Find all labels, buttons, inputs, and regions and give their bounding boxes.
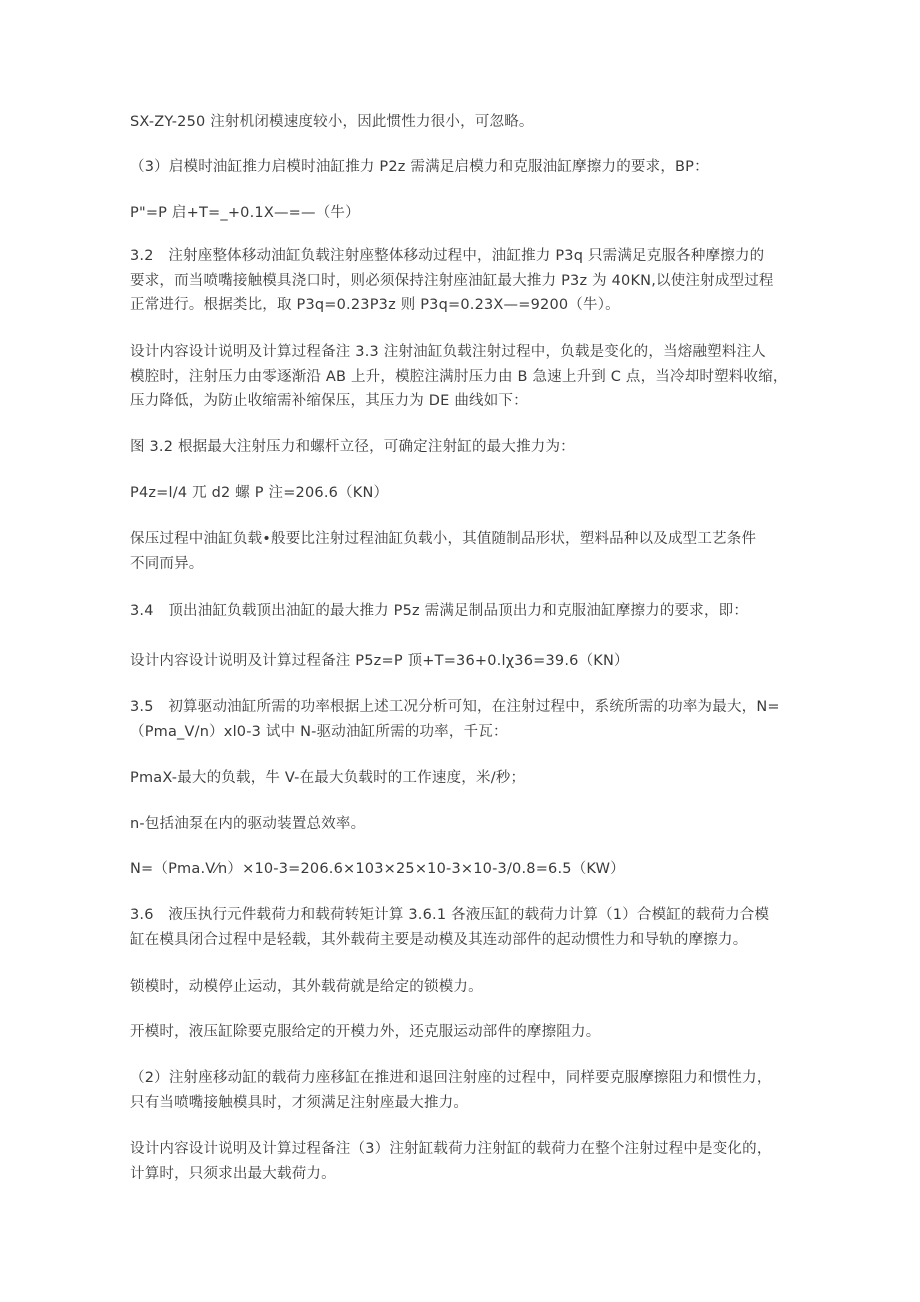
text-line: 正常进行。根据类比，取 P3q=0.23P3z 则 P3q=0.23X—=9200（牛）。 bbox=[130, 297, 620, 313]
paragraph bbox=[130, 812, 794, 837]
paragraph bbox=[130, 1137, 794, 1186]
paragraph bbox=[130, 1020, 794, 1045]
paragraph bbox=[130, 155, 794, 180]
text-line: 设计内容设计说明及计算过程备注 P5z=P 顶+T=36+0.lχ36=39.6（KN） bbox=[130, 653, 629, 669]
text-line: 保压过程中油缸负载•般要比注射过程油缸负载小，其值随制品形状，塑料品种以及成型工艺条件 bbox=[130, 531, 757, 547]
paragraph bbox=[130, 527, 794, 576]
text-line: （2）注射座移动缸的载荷力座移缸在推进和退回注射座的过程中，同样要克服摩擦阻力和惯性力， bbox=[130, 1070, 772, 1086]
paragraph bbox=[130, 903, 794, 952]
text-line: 开模时，液压缸除要克服给定的开模力外，还克服运动部件的摩擦阻力。 bbox=[130, 1024, 601, 1040]
text-line: 设计内容设计说明及计算过程备注 3.3 注射油缸负载注射过程中，负载是变化的，当熔融塑料注人 bbox=[130, 344, 766, 360]
paragraph bbox=[130, 244, 794, 318]
text-line: 缸在模具闭合过程中是轻载，其外载荷主要是动模及其连动部件的起动惯性力和导轨的摩擦力。 bbox=[130, 931, 748, 948]
text-line: N=（Pma.V⁄n）×10-3=206.6×103×25×10-3×10-3/0.8=6.5（KW） bbox=[130, 861, 625, 877]
text-line: 只有当喷嘴接触模具时，才须满足注射座最大推力。 bbox=[130, 1094, 469, 1111]
text-line: 锁模时，动模停止运动，其外载荷就是给定的锁模力。 bbox=[130, 979, 483, 995]
text-line: 要求，而当喷嘴接触模具浇口时，则必须保持注射座油缸最大推力 P3z 为 40KN,以使注射成型过程 bbox=[130, 272, 774, 289]
paragraph bbox=[130, 481, 794, 506]
text-line: P4z=l/4 兀 d2 螺 P 注=206.6（KN） bbox=[130, 485, 389, 501]
text-line: （3）启模时油缸推力启模时油缸推力 P2z 需满足启模力和克服油缸摩擦力的要求，BP： bbox=[130, 159, 709, 175]
text-line: 3.4 顶出油缸负载顶出油缸的最大推力 P5z 需满足制品顶出力和克服油缸摩擦力的要求，即： bbox=[130, 603, 749, 619]
paragraph bbox=[130, 201, 794, 226]
text-line: 计算时，只须求出最大载荷力。 bbox=[130, 1165, 336, 1182]
paragraph bbox=[130, 340, 794, 414]
paragraph bbox=[130, 695, 794, 744]
text-line: 设计内容设计说明及计算过程备注（3）注射缸载荷力注射缸的载荷力在整个注射过程中是变化的， bbox=[130, 1141, 772, 1157]
text-line: 压力降低，为防止收缩需补缩保压，其压力为 DE 曲线如下： bbox=[130, 393, 528, 409]
text-line: 3.5 初算驱动油缸所需的功率根据上述工况分析可知，在注射过程中，系统所需的功率为最大，N= bbox=[130, 699, 780, 715]
paragraph bbox=[130, 599, 794, 624]
text-line: （Pma_V/n）xl0-3 试中 N-驱动油缸所需的功率，千瓦： bbox=[130, 723, 508, 740]
paragraph bbox=[130, 649, 794, 674]
text-line: 模腔时，注射压力由零逐渐沿 AB 上升，模腔注满肘压力由 B 急速上升到 C 点，当冷却时塑料收缩， bbox=[130, 368, 788, 385]
text-line: PmaX-最大的负载，牛 V-在最大负载时的工作速度，米/秒； bbox=[130, 770, 526, 786]
paragraph bbox=[130, 766, 794, 791]
text-line: 3.6 液压执行元件载荷力和载荷转矩计算 3.6.1 各液压缸的载荷力计算（1）合模缸的载荷力合模 bbox=[130, 907, 770, 923]
text-line: P"=P 启+T=_+0.1X—=—（牛） bbox=[130, 205, 360, 221]
text-line: n-包括油泵在内的驱动装置总效率。 bbox=[130, 816, 366, 832]
text-line: SX-ZY-250 注射机闭模速度较小，因此惯性力很小，可忽略。 bbox=[130, 114, 534, 130]
text-line: 3.2 注射座整体移动油缸负载注射座整体移动过程中，油缸推力 P3q 只需满足克服各种摩擦力的 bbox=[130, 248, 765, 264]
text-line: 图 3.2 根据最大注射压力和螺杆立径，可确定注射缸的最大推力为： bbox=[130, 439, 575, 455]
paragraph bbox=[130, 1066, 794, 1115]
text-line: 不同而异。 bbox=[130, 555, 204, 572]
paragraph bbox=[130, 975, 794, 1000]
paragraph bbox=[130, 435, 794, 460]
paragraph bbox=[130, 110, 794, 135]
paragraph bbox=[130, 857, 794, 882]
